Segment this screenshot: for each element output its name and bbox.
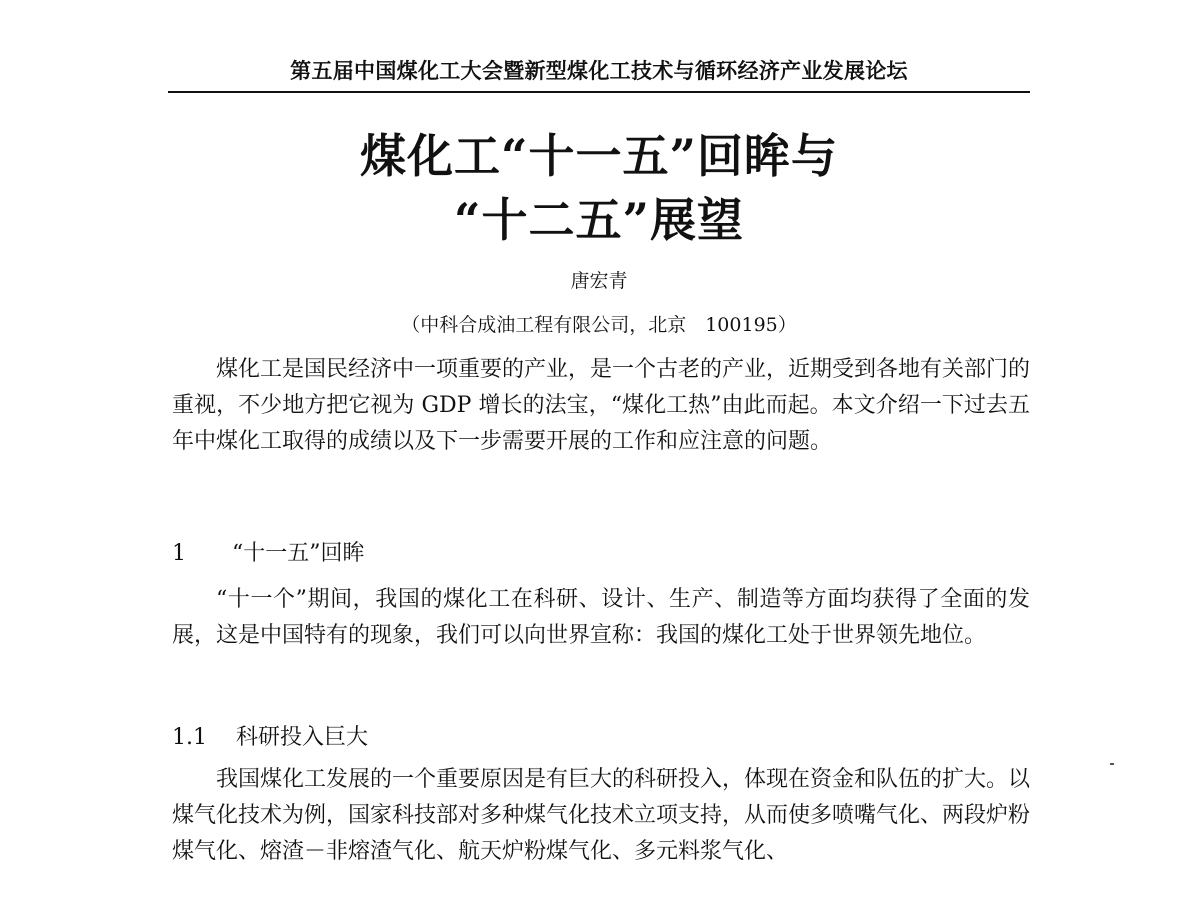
conference-header: 第五届中国煤化工大会暨新型煤化工技术与循环经济产业发展论坛: [290, 58, 908, 83]
review-paragraph: “十一个”期间，我国的煤化工在科研、设计、生产、制造等方面均获得了全面的发展，这是中国特有的现象，我们可以向世界宣称：我国的煤化工处于世界领先地位。: [172, 587, 1030, 648]
subsection-title: 科研投入巨大: [236, 725, 369, 750]
title-line-2: “十二五”展望: [454, 193, 744, 247]
section-1-1-heading: [172, 720, 1030, 756]
author-affiliation: （中科合成油工程有限公司，北京 100195）: [401, 314, 797, 336]
author-name: 唐宏青: [570, 270, 628, 292]
header-divider: [168, 91, 1030, 93]
section-1-heading: [172, 536, 1030, 572]
title-line-1: 煤化工“十一五”回眸与: [360, 129, 838, 183]
paper-title: [168, 124, 1030, 252]
subsection-number: 1.1: [172, 725, 207, 750]
research-paragraph: 我国煤化工发展的一个重要原因是有巨大的科研投入，体现在资金和队伍的扩大。以煤气化技术为例，国家科技部对多种煤气化技术立项支持，从而使多喷嘴气化、两段炉粉煤气化、熔渣－非熔渣气化、航天炉粉煤气化、多元料浆气化、: [172, 767, 1031, 864]
intro-paragraph: 煤化工是国民经济中一项重要的产业，是一个古老的产业，近期受到各地有关部门的重视，不少地方把它视为 GDP 增长的法宝，“煤化工热”由此而起。本文介绍一下过去五年中煤化工取得的成绩以及下一步需要开展的工作和应注意的问题。: [172, 357, 1031, 454]
section-title: “十一五”回眸: [232, 541, 365, 566]
scan-speck: [1110, 763, 1114, 765]
section-number: 1: [172, 541, 186, 566]
